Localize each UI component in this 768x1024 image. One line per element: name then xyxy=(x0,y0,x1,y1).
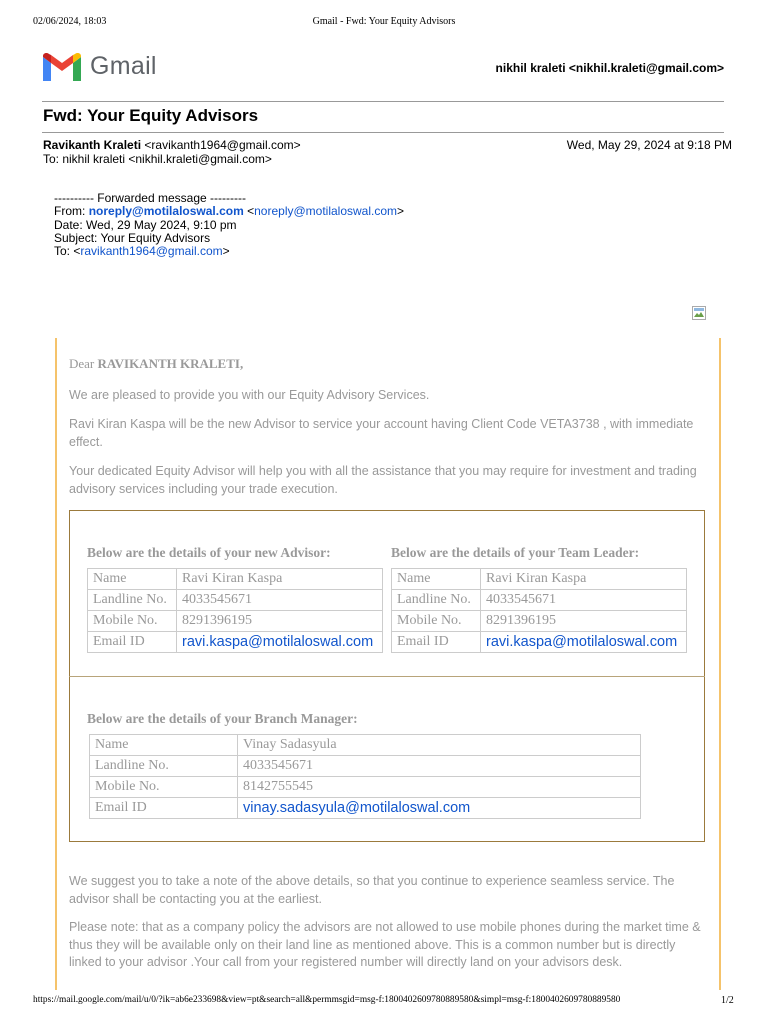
advisor-table xyxy=(87,568,383,653)
forwarded-from-email-link[interactable]: noreply@motilaloswal.com xyxy=(254,204,398,219)
greeting-name: RAVIKANTH KRALETI, xyxy=(97,356,244,371)
forwarded-subject: Subject: Your Equity Advisors xyxy=(54,230,211,245)
details-divider xyxy=(69,676,705,677)
print-url: https://mail.google.com/mail/u/0/?ik=ab6e233698&view=pt&search=all&permmsgid=msg-f:1800402609780889580&simpl=msg-f:1800402609780889580 xyxy=(33,995,621,1005)
print-title: Gmail - Fwd: Your Equity Advisors xyxy=(312,16,456,27)
table-row: Mobile No. 8291396195 xyxy=(392,611,687,632)
forwarded-header: ---------- Forwarded message --------- xyxy=(54,191,246,205)
advisor-email-link[interactable]: ravi.kaspa@motilaloswal.com xyxy=(177,632,383,653)
table-row: Email ID vinay.sadasyula@motilaloswal.com xyxy=(90,798,641,819)
para-note-details: We suggest you to take a note of the above details, so that you continue to experience seamless service. The advisor shall be contacting you at the earliest. xyxy=(69,874,675,906)
table-row: Email ID ravi.kaspa@motilaloswal.com xyxy=(392,632,687,653)
sender xyxy=(43,138,301,152)
divider xyxy=(42,132,724,133)
frame-left-border xyxy=(55,338,57,990)
sender-email: <ravikanth1964@gmail.com> xyxy=(144,138,301,152)
para-advisor-assignment: Ravi Kiran Kaspa will be the new Advisor to service your account having Client Code VETA3738 , with immediate effect. xyxy=(69,417,694,449)
table-row: Landline No. 4033545671 xyxy=(88,590,383,611)
table-row: Email ID ravi.kaspa@motilaloswal.com xyxy=(88,632,383,653)
account-info: nikhil kraleti <nikhil.kraleti@gmail.com> xyxy=(495,61,724,75)
forwarded-from-name-link[interactable]: noreply@motilaloswal.com xyxy=(88,204,244,219)
gmail-logo-icon xyxy=(43,53,81,81)
greeting: Dear RAVIKANTH KRALETI, xyxy=(69,356,244,371)
forwarded-to-email-link[interactable]: ravikanth1964@gmail.com xyxy=(80,244,223,259)
divider xyxy=(42,101,724,102)
para-intro: We are pleased to provide you with our Equity Advisory Services. xyxy=(69,388,430,402)
table-row: Name Ravi Kiran Kaspa xyxy=(392,569,687,590)
sender-name: Ravikanth Kraleti xyxy=(43,138,142,152)
team-leader-heading: Below are the details of your Team Leader: xyxy=(391,545,640,560)
email-date: Wed, May 29, 2024 at 9:18 PM xyxy=(566,138,732,152)
team-leader-table xyxy=(391,568,687,653)
table-row: Landline No. 4033545671 xyxy=(90,756,641,777)
table-row: Landline No. 4033545671 xyxy=(392,590,687,611)
table-row: Mobile No. 8291396195 xyxy=(88,611,383,632)
branch-manager-heading: Below are the details of your Branch Manager: xyxy=(87,711,358,726)
table-row: Name Ravi Kiran Kaspa xyxy=(88,569,383,590)
branch-manager-email-link[interactable]: vinay.sadasyula@motilaloswal.com xyxy=(238,798,641,819)
table-row: Name Vinay Sadasyula xyxy=(90,735,641,756)
team-leader-email-link[interactable]: ravi.kaspa@motilaloswal.com xyxy=(481,632,687,653)
table-row: Mobile No. 8142755545 xyxy=(90,777,641,798)
forwarded-from: From: noreply@motilaloswal.com <noreply@motilaloswal.com> xyxy=(54,204,405,219)
email-subject: Fwd: Your Equity Advisors xyxy=(43,106,259,125)
forwarded-block xyxy=(54,192,404,258)
print-datetime: 02/06/2024, 18:03 xyxy=(33,16,107,27)
advisor-heading: Below are the details of your new Advisor: xyxy=(87,545,331,560)
print-page-number: 1/2 xyxy=(721,995,734,1006)
branch-manager-table xyxy=(89,734,641,819)
gmail-logo-text: Gmail xyxy=(90,52,157,80)
email-recipient: To: nikhil kraleti <nikhil.kraleti@gmail.com> xyxy=(43,152,272,166)
para-advisor-help: Your dedicated Equity Advisor will help you with all the assistance that you may require for investment and trading advisory services including your trade execution. xyxy=(69,464,697,496)
forwarded-date: Date: Wed, 29 May 2024, 9:10 pm xyxy=(54,217,237,232)
para-policy-note: Please note: that as a company policy the advisors are not allowed to use mobile phones during the market time & thus they will be available only on their land line as mentioned above. This is a common number but is directly linked to your advisor .Your call from your registered number will directly land on your advisors desk. xyxy=(69,920,701,969)
broken-image-icon xyxy=(692,306,706,320)
forwarded-to: To: <ravikanth1964@gmail.com> xyxy=(54,244,230,259)
frame-right-border xyxy=(719,338,721,990)
